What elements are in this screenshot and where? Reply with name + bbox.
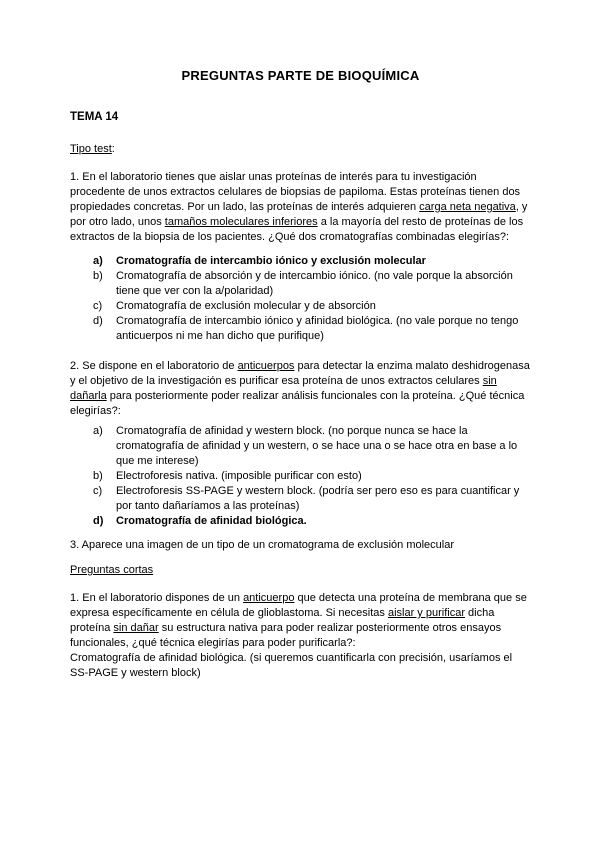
option-text: Cromatografía de afinidad y western block. (no porque nunca se hace la cromatografía de afinidad y un western, o se hace una o se hace otra en base a lo que me interese): [116, 425, 518, 467]
option-item-2d: [70, 514, 531, 529]
option-item-1b: [70, 269, 531, 299]
test-question-1-options: [70, 254, 531, 344]
option-letter: c): [93, 300, 103, 312]
test-type-heading: Tipo test:: [70, 143, 115, 155]
option-letter: c): [93, 485, 103, 497]
option-letter: d): [93, 515, 104, 527]
option-text: Cromatografía de absorción y de intercambio iónico. (no vale porque la absorción tiene que ver con la a/polaridad): [116, 270, 513, 297]
option-letter: d): [93, 315, 103, 327]
test-question-2-text: 2. Se dispone en el laboratorio de anticuerpos para detectar la enzima malato deshidrogenasa y el objetivo de la investigación es purificar esa proteína de unos extractos celulares sin dañarla para posteriormente poder realizar análisis funcionales con la proteína. ¿Qué técnica elegirías?:: [70, 360, 530, 417]
option-letter: a): [93, 255, 103, 267]
option-item-1c: [70, 299, 531, 314]
option-text: Electroforesis SS-PAGE y western block. (podría ser pero eso es para cuantificar y por tanto dañaríamos a las proteínas): [116, 485, 520, 512]
test-question-1-text: 1. En el laboratorio tienes que aislar unas proteínas de interés para tu investigación procedente de unos extractos celulares de biopsias de papiloma. Estas proteínas tienen dos propiedades concretas. Por un lado, las proteínas de interés adquieren carga neta negativa, y por otro lado, unos tamaños moleculares inferiores a la mayoría del resto de proteínas de los extractos de la biopsia de los pacientes. ¿Qué dos cromatografías combinadas elegirías?:: [70, 171, 528, 243]
option-item-2c: [70, 484, 531, 514]
option-letter: b): [93, 470, 103, 482]
option-item-2b: [70, 469, 531, 484]
option-text: Cromatografía de afinidad biológica.: [116, 515, 307, 527]
topic-heading: TEMA 14: [70, 111, 119, 123]
option-text: Cromatografía de exclusión molecular y de absorción: [116, 300, 376, 312]
test-question-3-text: 3. Aparece una imagen de un tipo de un cromatograma de exclusión molecular: [70, 539, 455, 551]
option-text: Cromatografía de intercambio iónico y exclusión molecular: [116, 255, 426, 267]
option-letter: a): [93, 425, 103, 437]
option-letter: b): [93, 270, 103, 282]
short-question-1-answer: Cromatografía de afinidad biológica. (si queremos cuantificarla con precisión, usaríamos el SS-PAGE y western block): [70, 652, 513, 679]
short-questions-heading: Preguntas cortas: [70, 564, 154, 576]
short-question-1-text: 1. En el laboratorio dispones de un anticuerpo que detecta una proteína de membrana que se expresa específicamente en célula de glioblastoma. Si necesitas aislar y purificar dicha proteína sin dañar su estructura nativa para poder realizar posteriormente otros ensayos funcionales, ¿qué técnica elegirías para poder purificarla?:: [70, 592, 527, 649]
option-item-1d: [70, 314, 531, 344]
document-title: PREGUNTAS PARTE DE BIOQUÍMICA: [181, 68, 420, 83]
option-item-1a: [70, 254, 531, 269]
option-text: Cromatografía de intercambio iónico y afinidad biológica. (no vale porque no tengo anticuerpos ni me han dicho que purifique): [116, 315, 519, 342]
test-question-2-options: [70, 424, 531, 529]
option-text: Electroforesis nativa. (imposible purificar con esto): [116, 470, 362, 482]
option-item-2a: [70, 424, 531, 469]
